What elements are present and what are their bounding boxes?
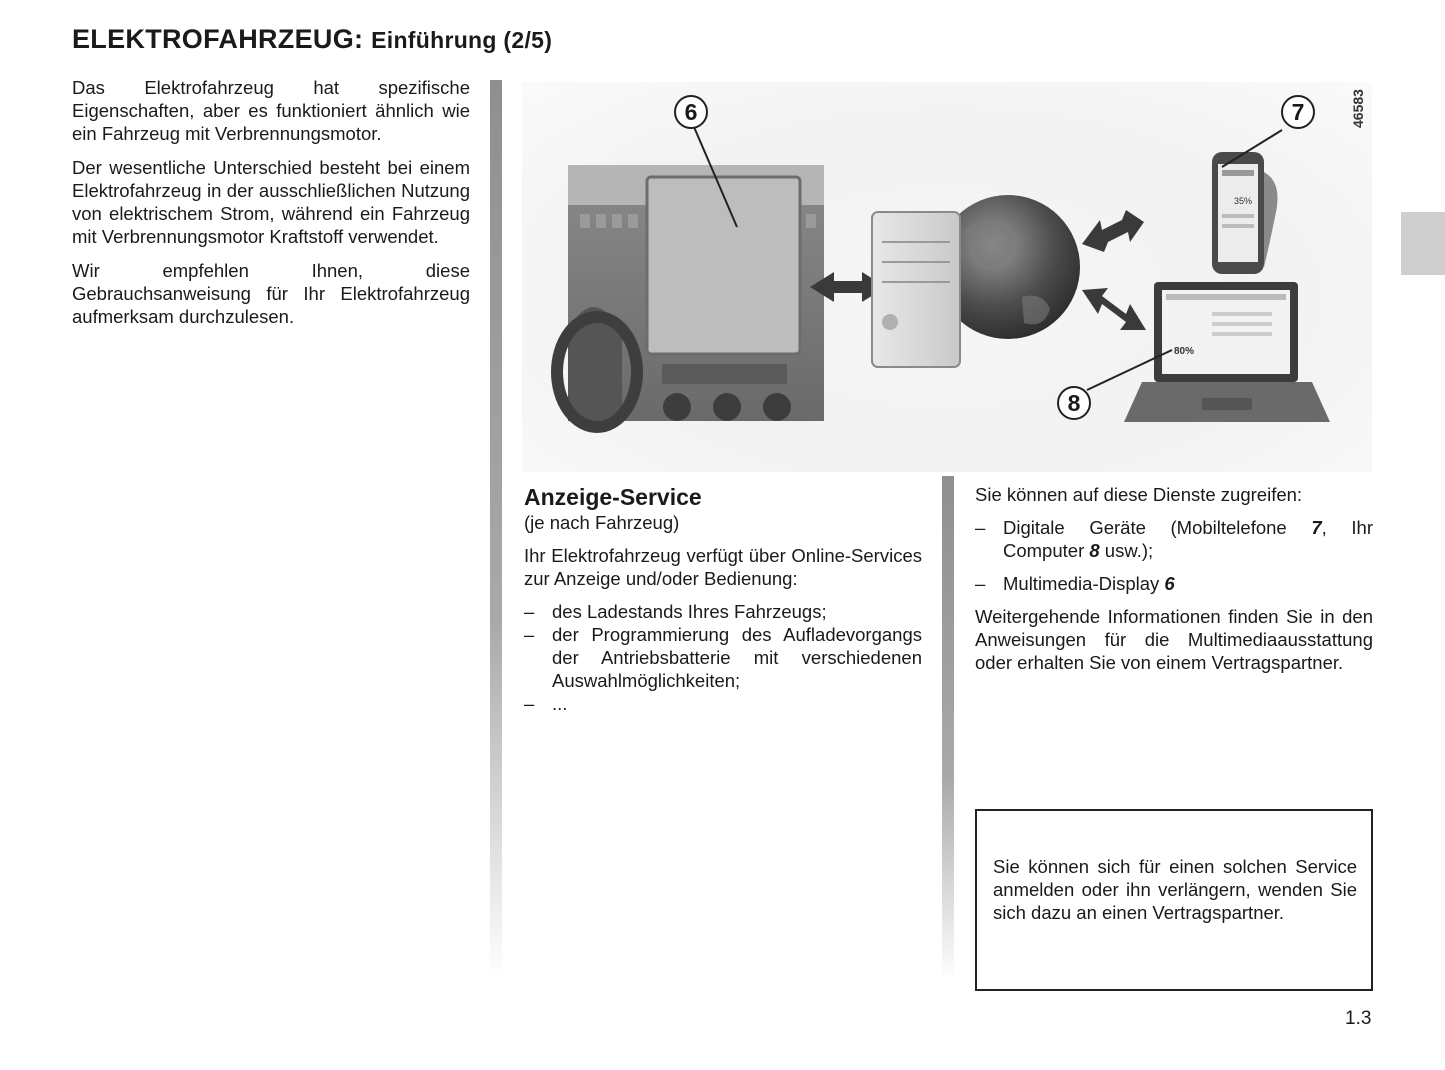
list-item: – ...	[524, 692, 922, 715]
laptop-display-value: 80%	[1174, 346, 1195, 357]
access-list	[975, 516, 1373, 595]
callout-7: 7	[1281, 95, 1315, 129]
chapter-tab	[1401, 212, 1445, 275]
column-divider	[490, 80, 502, 980]
service-intro: Ihr Elektrofahrzeug verfügt über Online-Services zur Anzeige und/oder Bedienung:	[524, 545, 922, 589]
illustration-svg	[522, 82, 1372, 472]
laptop-icon	[1124, 282, 1330, 422]
list-item: – der Programmierung des Aufladevorgangs der Antriebsbatterie mit verschiedenen Auswahlmöglichkeiten;	[524, 623, 922, 692]
intro-paragraph: Der wesentliche Unterschied besteht bei einem Elektrofahrzeug in der ausschließlichen Nutzung von elektrischem Strom, während ein Fahrzeug mit Verbrennungsmotor Kraftstoff verwendet.	[72, 157, 470, 247]
service-list	[524, 600, 922, 715]
access-intro: Sie können auf diese Dienste zugreifen:	[975, 484, 1303, 505]
section-subheading: (je nach Fahrzeug)	[524, 512, 680, 533]
reference-8: 8	[1089, 540, 1100, 561]
list-item: – des Ladestands Ihres Fahrzeugs;	[524, 600, 922, 623]
further-info: Weitergehende Informationen finden Sie in den Anweisungen für die Multimediaausstattung oder erhalten Sie von einem Vertragspartner.	[975, 606, 1373, 673]
services-illustration	[522, 82, 1372, 472]
page-title	[72, 24, 552, 55]
list-item	[975, 572, 1373, 595]
column-divider	[942, 476, 954, 980]
server-icon	[872, 212, 960, 367]
intro-paragraph: Wir empfehlen Ihnen, diese Gebrauchsanweisung für Ihr Elektrofahrzeug aufmerksam durchzulesen.	[72, 260, 470, 327]
double-arrow-icon	[1082, 210, 1144, 252]
service-column	[524, 483, 922, 715]
note-text: Sie können sich für einen solchen Service anmelden oder ihn verlängern, wenden Sie sich dazu an einen Vertragspartner.	[993, 856, 1357, 923]
double-arrow-icon	[1082, 288, 1146, 330]
callout-6: 6	[674, 95, 708, 129]
section-heading: Anzeige-Service	[524, 484, 702, 510]
list-item-text: , Ihr Computer	[1003, 517, 1373, 561]
figure-reference-number: 46583	[1350, 89, 1366, 128]
reference-7: 7	[1311, 517, 1322, 538]
callout-8: 8	[1057, 386, 1091, 420]
intro-paragraph: Das Elektrofahrzeug hat spezifische Eigenschaften, aber es funktioniert ähnlich wie ein Fahrzeug mit Verbrennungsmotor.	[72, 77, 470, 144]
page-number: 1.3	[1345, 1008, 1372, 1029]
access-column	[975, 483, 1373, 674]
reference-6: 6	[1164, 573, 1175, 594]
list-item-text: Multimedia-Display	[1003, 573, 1165, 594]
multimedia-display-icon	[557, 165, 824, 427]
intro-column	[72, 76, 470, 328]
list-item-text: Digitale Geräte (Mobiltelefone	[1003, 517, 1312, 538]
note-box	[975, 809, 1373, 991]
smartphone-icon	[1212, 152, 1278, 274]
page-title-sub: Einführung (2/5)	[371, 27, 553, 53]
list-item	[975, 516, 1373, 562]
list-item-text: usw.);	[1099, 540, 1154, 561]
page-title-main: ELEKTROFAHRZEUG:	[72, 24, 364, 54]
phone-display-value: 35%	[1234, 196, 1253, 206]
